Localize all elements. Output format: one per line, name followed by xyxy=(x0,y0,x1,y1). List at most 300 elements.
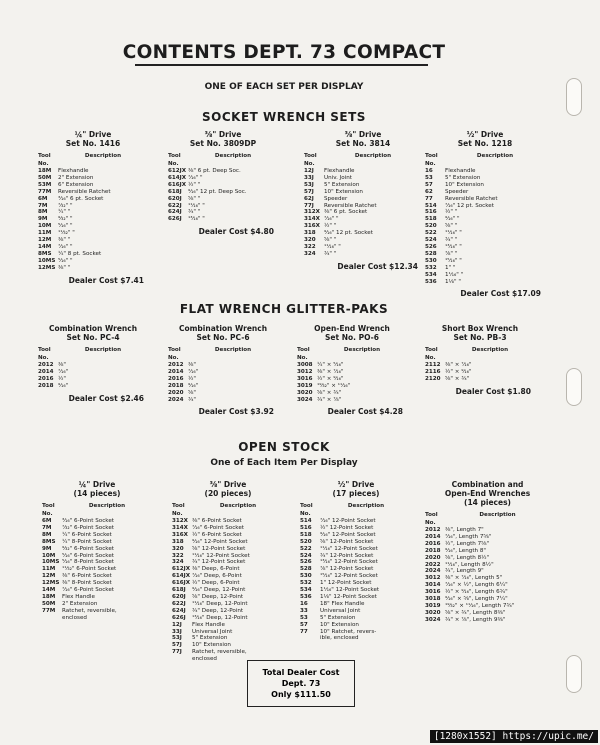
table-row xyxy=(425,168,545,175)
tool-description: ¾" " xyxy=(324,250,337,257)
table-row xyxy=(38,251,148,258)
list-column xyxy=(172,480,284,663)
column-heading-line: Set No. 3809DP xyxy=(189,139,257,148)
binder-hole-top xyxy=(566,78,582,116)
column-heading xyxy=(300,480,412,498)
tool-number: 10MS xyxy=(38,257,56,264)
tool-description: ⁹⁄₁₆" 12-Point Socket xyxy=(192,538,248,545)
tool-number: 2014 xyxy=(168,368,184,375)
tool-description: ⁷⁄₁₆" " xyxy=(324,216,339,223)
dealer-cost: Dealer Cost $17.09 xyxy=(460,289,541,299)
tool-number: 33J xyxy=(304,174,314,181)
table-row xyxy=(168,196,278,203)
table-row xyxy=(425,527,550,534)
table-row xyxy=(297,369,407,376)
tool-description: 18" Flex Handle xyxy=(320,600,365,607)
tool-no-header: Tool No. xyxy=(172,503,185,517)
list-column xyxy=(425,324,535,396)
tool-number: 528 xyxy=(425,250,437,257)
table-row xyxy=(300,601,412,608)
table-row xyxy=(297,376,407,383)
column-heading xyxy=(38,130,148,148)
tool-number: 322 xyxy=(304,243,316,250)
tool-description: ½" xyxy=(58,375,66,382)
table-header xyxy=(297,346,407,362)
tool-description: ⁹⁄₁₆" 12 pt. Socket xyxy=(324,230,373,237)
tool-description: ⅜" xyxy=(188,362,196,368)
tool-description: 10" Extension xyxy=(192,642,231,649)
tool-description: ⅝" 12-Point Socket xyxy=(192,545,246,552)
tool-number: 2012 xyxy=(168,362,184,368)
tool-number: 324 xyxy=(304,250,316,257)
tool-description: ½" × ⁹⁄₁₆", Length 6¾" xyxy=(445,589,508,596)
tool-description: ½" xyxy=(188,375,196,382)
table-row xyxy=(304,203,422,210)
table-row xyxy=(300,573,412,580)
table-row xyxy=(42,601,152,608)
table-row xyxy=(38,376,148,383)
list-column xyxy=(304,130,422,271)
table-header xyxy=(300,502,412,518)
tool-number: 2024 xyxy=(168,396,184,403)
table-row xyxy=(300,539,412,546)
tool-no-header: Tool No. xyxy=(425,153,438,167)
description-header: Description xyxy=(471,347,509,353)
tool-description: ⅜" 6 pt. Deep Soc. xyxy=(188,168,241,174)
table-row xyxy=(42,525,152,532)
tool-number: 2022 xyxy=(425,561,441,568)
tool-description: Flex Handle xyxy=(62,593,95,600)
table-row xyxy=(38,203,148,210)
tool-description: Universal Joint xyxy=(320,607,361,614)
tool-number: 2016 xyxy=(168,375,184,382)
page-subtitle: ONE OF EACH SET PER DISPLAY xyxy=(204,82,364,92)
table-row xyxy=(42,518,152,525)
tool-number: 532 xyxy=(425,264,437,271)
dealer-cost: Dealer Cost $7.41 xyxy=(68,275,144,285)
tool-description: ⅜" xyxy=(58,362,66,368)
column-heading-line: ⅜" Drive xyxy=(209,480,247,489)
column-heading xyxy=(425,480,550,507)
table-row xyxy=(172,608,284,615)
tool-no-header: Tool No. xyxy=(297,347,310,361)
table-row xyxy=(38,216,148,223)
tool-number: 3020 xyxy=(297,389,313,396)
table-row xyxy=(425,209,545,216)
tool-number: 526 xyxy=(300,559,312,566)
table-row xyxy=(172,587,284,594)
table-row xyxy=(425,265,545,272)
tool-number: 12J xyxy=(172,621,182,628)
tool-number: 3016 xyxy=(425,589,441,596)
tool-description: ¹¹⁄₃₂" " xyxy=(58,230,75,237)
tool-number: 2018 xyxy=(38,382,54,389)
tool-no-header: Tool No. xyxy=(38,347,51,361)
tool-number: 3019 xyxy=(297,382,313,389)
tool-number: 616JX xyxy=(168,181,187,188)
tool-number: 524 xyxy=(425,237,437,244)
tool-number: 12M xyxy=(42,573,56,580)
tool-description: ¹¹⁄₁₆" 12-Point Socket xyxy=(320,545,378,552)
table-row xyxy=(300,546,412,553)
tool-number: 9M xyxy=(42,545,52,552)
tool-number: 518 xyxy=(300,531,312,538)
tool-description: ⁵⁄₁₆" 8-Point Socket xyxy=(62,559,114,566)
table-row xyxy=(304,230,422,237)
tool-description: ⅝", Length 8½" xyxy=(445,554,490,561)
tool-description: ⅜" 6-Point Socket xyxy=(192,518,242,524)
tool-number: 622J xyxy=(172,600,186,607)
table-row xyxy=(172,635,284,642)
column-heading-line: Open-End Wrenches xyxy=(444,489,531,498)
tool-number: 14M xyxy=(42,587,56,594)
tool-number: 616JX xyxy=(172,580,191,587)
column-heading-line: Open-End Wrench xyxy=(314,324,390,333)
column-heading-line: ½" Drive xyxy=(466,130,504,139)
description-header: Description xyxy=(84,153,122,159)
table-row xyxy=(300,608,412,615)
tool-number: 77M xyxy=(38,188,52,195)
table-row xyxy=(38,244,148,251)
tool-number: 10MS xyxy=(42,559,60,566)
tool-description: ³⁄₁₆" 6-Point Socket xyxy=(62,518,114,524)
section-socket-sets: SOCKET WRENCH SETS xyxy=(202,110,366,124)
table-row xyxy=(425,369,535,376)
tool-description: ⅞" " xyxy=(445,250,458,257)
tool-description: ⁷⁄₁₆" xyxy=(188,368,199,375)
tool-number: 320 xyxy=(304,237,316,244)
description-header: Description xyxy=(214,153,252,159)
description-header: Description xyxy=(219,503,257,509)
table-row xyxy=(168,189,278,196)
tool-description: enclosed xyxy=(192,656,217,663)
table-row xyxy=(304,196,422,203)
column-heading-line: (14 pieces) xyxy=(73,489,121,498)
tool-number: 3024 xyxy=(297,396,313,403)
tool-description: ⅜" " xyxy=(58,264,71,271)
tool-number: 514 xyxy=(300,518,312,524)
table-row xyxy=(38,230,148,237)
tool-description: Flex Handle xyxy=(192,621,225,628)
list-column xyxy=(38,324,148,403)
tool-description: ⅝" Deep, 12-Point xyxy=(192,593,244,600)
tool-number: 3012 xyxy=(297,368,313,375)
tool-description: ¼" 8-Point Socket xyxy=(62,538,112,545)
tool-number: 614JX xyxy=(172,573,191,580)
tool-description: ⁹⁄₁₆" × ⅝", Length 7¼" xyxy=(445,596,508,603)
tool-number: 50M xyxy=(42,600,56,607)
table-row xyxy=(38,369,148,376)
tool-number: 77J xyxy=(172,649,182,656)
tool-description: ¾" " xyxy=(445,237,458,244)
table-row xyxy=(304,209,422,216)
tool-number: 6M xyxy=(38,195,48,202)
tool-description: 6" Extension xyxy=(58,181,94,188)
table-row xyxy=(297,383,407,390)
table-header xyxy=(172,502,284,518)
table-row xyxy=(425,223,545,230)
column-heading-line: ⅜" Drive xyxy=(204,130,242,139)
tool-description: 1⅛" 12-Point Socket xyxy=(320,593,377,600)
tool-number: 618J xyxy=(172,587,186,594)
table-row xyxy=(42,608,152,615)
tool-description: ⁹⁄₁₆" " xyxy=(445,216,460,223)
column-heading-line: Set No. 3814 xyxy=(335,139,391,148)
dealer-cost: Dealer Cost $1.80 xyxy=(455,386,531,396)
column-heading xyxy=(425,130,545,148)
tool-number: 14M xyxy=(38,243,52,250)
watermark: [1280x1552] https://upic.me/ xyxy=(430,730,598,743)
tool-description: 5" Extension xyxy=(324,181,360,188)
table-row xyxy=(304,251,422,258)
table-row xyxy=(297,397,407,404)
tool-number: 2016 xyxy=(425,540,441,547)
table-row xyxy=(168,383,278,390)
column-heading xyxy=(38,324,148,342)
tool-number: 524 xyxy=(300,552,312,559)
tool-number: 530 xyxy=(425,257,437,264)
tool-number: 320 xyxy=(172,545,184,552)
table-row xyxy=(304,216,422,223)
tool-description: ⁹⁄₁₆" xyxy=(58,382,69,389)
tool-number: 526 xyxy=(425,243,437,250)
tool-description: ⅜" 6 pt. Socket xyxy=(324,209,368,216)
column-heading-line: (14 pieces) xyxy=(464,498,511,507)
table-row xyxy=(38,258,148,265)
table-row xyxy=(300,629,412,636)
tool-number: 534 xyxy=(300,587,312,594)
tool-number: 50M xyxy=(38,174,52,181)
table-row xyxy=(425,610,550,617)
title-underline xyxy=(135,64,428,66)
table-row xyxy=(168,209,278,216)
tool-number: 2116 xyxy=(425,368,441,375)
tool-number: 314X xyxy=(172,524,188,531)
tool-description: ⅝" × ¾", Length 8⅜" xyxy=(445,609,506,616)
tool-description: ⁷⁄₁₆" × ½", Length 6¼" xyxy=(445,582,508,589)
tool-number: 18M xyxy=(42,593,56,600)
tool-description: ⅝" " xyxy=(188,195,201,202)
tool-description: Speeder xyxy=(324,195,348,202)
table-row xyxy=(38,168,148,175)
table-row xyxy=(425,189,545,196)
tool-description: 5" Extension xyxy=(192,635,228,642)
tool-number: 12MS xyxy=(38,264,56,271)
tool-number: 53 xyxy=(425,174,433,181)
table-row xyxy=(168,175,278,182)
table-row xyxy=(38,189,148,196)
table-row xyxy=(425,182,545,189)
table-row xyxy=(172,518,284,525)
table-row xyxy=(425,175,545,182)
tool-number: 3018 xyxy=(425,596,441,603)
column-heading-line: Set No. PC-6 xyxy=(196,333,250,342)
tool-description: ⅜" " xyxy=(58,237,71,244)
tool-number: 33 xyxy=(300,607,308,614)
tool-description: ½" " xyxy=(188,181,201,188)
table-row xyxy=(42,587,152,594)
column-heading-line: Set No. PC-4 xyxy=(66,333,120,342)
column-heading xyxy=(42,480,152,498)
tool-description: Ratchet, reversible, xyxy=(192,649,247,656)
tool-description: ¹¹⁄₁₆" " xyxy=(188,202,205,209)
table-row xyxy=(172,553,284,560)
table-row xyxy=(304,175,422,182)
tool-description: ¹¹⁄₁₆" 12-Point Socket xyxy=(192,552,250,559)
table-row xyxy=(172,546,284,553)
tool-number: 10M xyxy=(42,552,56,559)
tool-number: 11M xyxy=(42,566,56,573)
table-row xyxy=(168,182,278,189)
table-row xyxy=(425,203,545,210)
list-column xyxy=(42,480,152,622)
table-header xyxy=(38,152,148,168)
table-row xyxy=(425,596,550,603)
tool-description: ½" " xyxy=(445,209,458,216)
table-row xyxy=(425,562,550,569)
tool-number: 53J xyxy=(172,635,182,642)
tool-description: Reversible Ratchet xyxy=(445,195,498,202)
tool-description: ⅞" 12-Point Socket xyxy=(320,566,374,573)
tool-description: ⁵⁄₁₆" " xyxy=(58,257,73,264)
tool-number: 2024 xyxy=(425,568,441,575)
table-row xyxy=(425,258,545,265)
tool-number: 626J xyxy=(172,614,186,621)
column-heading-line: Combination Wrench xyxy=(48,324,138,333)
tool-description: ⁷⁄₃₂" " xyxy=(58,202,73,209)
tool-number: 16 xyxy=(300,600,308,607)
tool-description: 2" Extension xyxy=(58,174,94,181)
tool-description: ¾" × ⅞", Length 9⅜" xyxy=(445,616,506,623)
table-row xyxy=(168,390,278,397)
description-header: Description xyxy=(354,153,392,159)
table-row xyxy=(38,237,148,244)
table-row xyxy=(172,649,284,656)
tool-number: 618J xyxy=(168,188,182,195)
tool-description: Reversible Ratchet xyxy=(324,202,377,209)
table-header xyxy=(168,346,278,362)
tool-number: 77 xyxy=(300,628,308,635)
tool-description: ¾" 12-Point Socket xyxy=(320,552,374,559)
tool-description: ¹³⁄₁₆" Deep, 12-Point xyxy=(192,614,248,621)
table-row xyxy=(42,594,152,601)
tool-number: 522 xyxy=(425,230,437,237)
table-row xyxy=(425,376,535,383)
tool-description: ⅝" × ¾" xyxy=(317,389,342,396)
tool-description: Reversible Ratchet xyxy=(58,188,111,195)
table-row xyxy=(425,617,550,624)
list-column xyxy=(425,130,545,298)
tool-number: 3008 xyxy=(297,362,313,368)
table-row xyxy=(168,168,278,175)
table-row xyxy=(300,525,412,532)
tool-number: 3020 xyxy=(425,609,441,616)
tool-number: 614JX xyxy=(168,174,187,181)
tool-number: 620J xyxy=(168,195,182,202)
tool-number: 2014 xyxy=(38,368,54,375)
table-row xyxy=(425,230,545,237)
column-heading-line: ½" Drive xyxy=(337,480,375,489)
tool-description: ⅝" xyxy=(188,389,196,396)
tool-number: 6M xyxy=(42,518,52,524)
tool-no-header: Tool No. xyxy=(304,153,317,167)
table-row xyxy=(172,601,284,608)
tool-number: 514 xyxy=(425,202,437,209)
table-row xyxy=(425,244,545,251)
tool-description: 1¹⁄₁₆" 12-Point Socket xyxy=(320,587,380,594)
tool-description: ¾" × ⅞" xyxy=(317,396,342,403)
tool-number: 18M xyxy=(38,168,52,174)
description-header: Description xyxy=(347,503,385,509)
tool-number: 8M xyxy=(38,209,48,216)
dealer-cost: Dealer Cost $3.92 xyxy=(198,407,274,417)
tool-description: ¾" Deep, 12-Point xyxy=(192,607,244,614)
column-heading-line: Set No. PO-6 xyxy=(325,333,379,342)
tool-description: ¼" × ⁵⁄₁₆" xyxy=(317,362,344,368)
tool-description: ⅜" Deep, 6-Point xyxy=(192,566,240,573)
list-column xyxy=(38,130,148,285)
list-column xyxy=(168,324,278,416)
tool-description: ¹⁵⁄₁₆" 12-Point Socket xyxy=(320,573,378,580)
tool-description: ¹¹⁄₁₆", Length 8½" xyxy=(445,561,494,568)
table-row xyxy=(168,369,278,376)
tool-description: ⅜" 6-Point Socket xyxy=(62,573,112,580)
tool-description: ⅝" 12-Point Socket xyxy=(320,538,374,545)
tool-number: 10M xyxy=(38,223,52,230)
tool-number xyxy=(172,656,192,663)
column-heading xyxy=(425,324,535,342)
table-row xyxy=(425,251,545,258)
tool-number: 8MS xyxy=(38,250,52,257)
tool-description: 10" Extension xyxy=(320,621,359,628)
tool-description: ¹³⁄₁₆" 12-Point Socket xyxy=(320,559,378,566)
table-row xyxy=(425,555,550,562)
column-heading-line: (20 pieces) xyxy=(204,489,252,498)
tool-description: 10" Extension xyxy=(445,181,484,188)
tool-number: 77J xyxy=(304,202,314,209)
tool-number: 3014 xyxy=(425,582,441,589)
tool-number xyxy=(42,615,62,622)
tool-number: 624J xyxy=(168,209,182,216)
tool-number: 312X xyxy=(304,209,320,216)
table-row xyxy=(168,362,278,369)
tool-number: 57J xyxy=(172,642,182,649)
table-row xyxy=(300,518,412,525)
tool-description: ¹¹⁄₁₆" " xyxy=(445,230,462,237)
tool-number: 2012 xyxy=(425,527,441,533)
table-row xyxy=(38,175,148,182)
tool-description: ¹¹⁄₁₆" Deep, 12-Point xyxy=(192,600,248,607)
table-row xyxy=(42,532,152,539)
table-row xyxy=(172,622,284,629)
tool-description: ¾" 12-Point Socket xyxy=(192,559,246,566)
tool-number: 3024 xyxy=(425,616,441,623)
column-heading xyxy=(172,480,284,498)
list-column xyxy=(425,480,550,624)
total-line-2: Dept. 73 xyxy=(281,679,321,688)
table-row xyxy=(425,216,545,223)
binder-hole-bottom xyxy=(566,655,582,693)
tool-description: ⁹⁄₁₆" xyxy=(188,382,199,389)
tool-number: 53 xyxy=(300,614,308,621)
tool-description: 1" " xyxy=(445,264,456,271)
tool-number: 518 xyxy=(425,216,437,223)
column-heading-line: Set No. 1218 xyxy=(457,139,513,148)
tool-number: 57J xyxy=(304,188,314,195)
table-row xyxy=(42,546,152,553)
tool-description: ½", Length 7⅝" xyxy=(445,540,490,547)
tool-number: 318 xyxy=(304,230,316,237)
